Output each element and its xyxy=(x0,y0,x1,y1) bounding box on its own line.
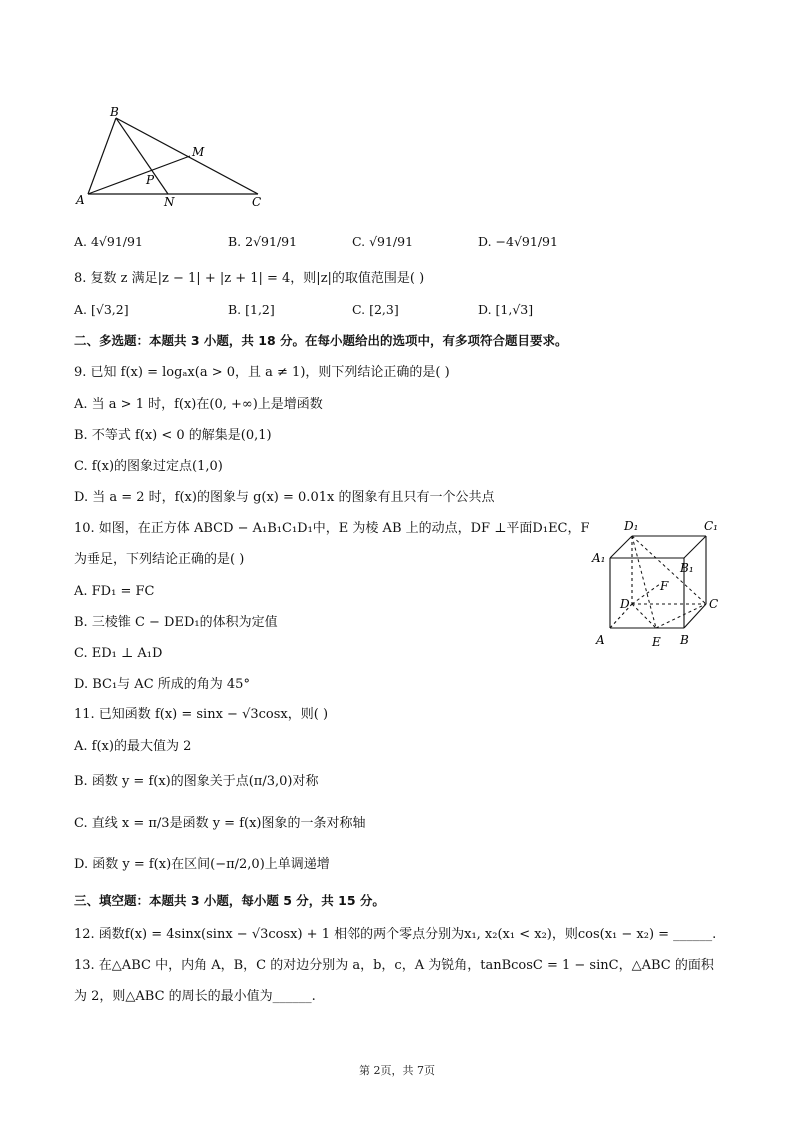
cube-figure xyxy=(588,514,728,654)
q7-option-b: B. 2√91/91 xyxy=(228,234,298,249)
label-d: D xyxy=(620,597,630,611)
q10-option-d: D. BC₁与 AC 所成的角为 45° xyxy=(74,677,250,692)
q8-stem: 8. 复数 z 满足|z − 1| + |z + 1| = 4，则|z|的取值范围是( ) xyxy=(74,271,425,286)
label-c: C xyxy=(252,195,262,209)
label-n: N xyxy=(164,195,175,209)
section-3-heading: 三、填空题：本题共 3 小题，每小题 5 分，共 15 分。 xyxy=(74,893,385,908)
q10-stem-line2: 为垂足，下列结论正确的是( ) xyxy=(74,552,245,567)
q11-option-b: B. 函数 y = f(x)的图象关于点(π/3,0)对称 xyxy=(74,774,319,789)
q8-option-b: B. [1,2] xyxy=(228,302,275,317)
label-m: M xyxy=(192,145,205,159)
label-p: P xyxy=(146,173,155,187)
label-f: F xyxy=(660,579,669,593)
q11-option-c: C. 直线 x = π/3是函数 y = f(x)图象的一条对称轴 xyxy=(74,816,366,831)
label-a: A xyxy=(596,633,605,647)
label-a1: A₁ xyxy=(592,551,606,565)
q7-option-a: A. 4√91/91 xyxy=(74,234,143,249)
triangle-figure xyxy=(70,104,270,216)
q8-option-c: C. [2,3] xyxy=(352,302,399,317)
label-e: E xyxy=(652,635,661,649)
label-c: C xyxy=(709,597,719,611)
q13-stem-line1: 13. 在△ABC 中，内角 A，B，C 的对边分别为 a，b，c，A 为锐角，tanBcosC = 1 − sinC，△ABC 的面积 xyxy=(74,958,714,973)
label-d1: D₁ xyxy=(624,519,639,533)
section-2-heading: 二、多选题：本题共 3 小题，共 18 分。在每小题给出的选项中，有多项符合题目要求。 xyxy=(74,333,568,348)
edge-ab xyxy=(88,118,116,194)
q9-option-c: C. f(x)的图象过定点(1,0) xyxy=(74,459,223,474)
segment-am xyxy=(88,156,190,194)
q9-option-a: A. 当 a > 1 时，f(x)在(0, +∞)上是增函数 xyxy=(74,397,323,412)
q8-option-d: D. [1,√3] xyxy=(478,302,534,317)
label-a: A xyxy=(76,193,85,207)
q8-option-a: A. [√3,2] xyxy=(74,302,129,317)
q10-option-b: B. 三棱锥 C − DED₁的体积为定值 xyxy=(74,615,278,630)
q12-stem: 12. 函数f(x) = 4sinx(sinx − √3cosx) + 1 相邻的两个零点分别为x₁, x₂(x₁ < x₂)，则cos(x₁ − x₂) = ______. xyxy=(74,927,717,942)
page-footer: 第 2页，共 7页 xyxy=(359,1064,435,1077)
q9-option-b: B. 不等式 f(x) < 0 的解集是(0,1) xyxy=(74,428,272,443)
q13-stem-line2: 为 2，则△ABC 的周长的最小值为______. xyxy=(74,989,316,1004)
edge-bc xyxy=(116,118,258,194)
q10-option-a: A. FD₁ = FC xyxy=(74,584,155,599)
q9-option-d: D. 当 a = 2 时，f(x)的图象与 g(x) = 0.01x 的图象有且只有一个公共点 xyxy=(74,490,495,505)
q11-option-d: D. 函数 y = f(x)在区间(−π/2,0)上单调递增 xyxy=(74,857,330,872)
label-c1: C₁ xyxy=(704,519,718,533)
q10-option-c: C. ED₁ ⊥ A₁D xyxy=(74,646,163,661)
label-b1: B₁ xyxy=(680,561,694,575)
q11-option-a: A. f(x)的最大值为 2 xyxy=(74,739,192,754)
label-b: B xyxy=(680,633,689,647)
q7-option-c: C. √91/91 xyxy=(352,234,414,249)
q7-option-d: D. −4√91/91 xyxy=(478,234,558,249)
q10-stem-line1: 10. 如图，在正方体 ABCD − A₁B₁C₁D₁中，E 为棱 AB 上的动点，DF ⊥平面D₁EC，F xyxy=(74,521,590,536)
segment-bn xyxy=(116,118,168,194)
label-b: B xyxy=(110,105,119,119)
q9-stem: 9. 已知 f(x) = logₐx(a > 0，且 a ≠ 1)，则下列结论正确的是( ) xyxy=(74,365,450,380)
q11-stem: 11. 已知函数 f(x) = sinx − √3cosx，则( ) xyxy=(74,707,329,722)
